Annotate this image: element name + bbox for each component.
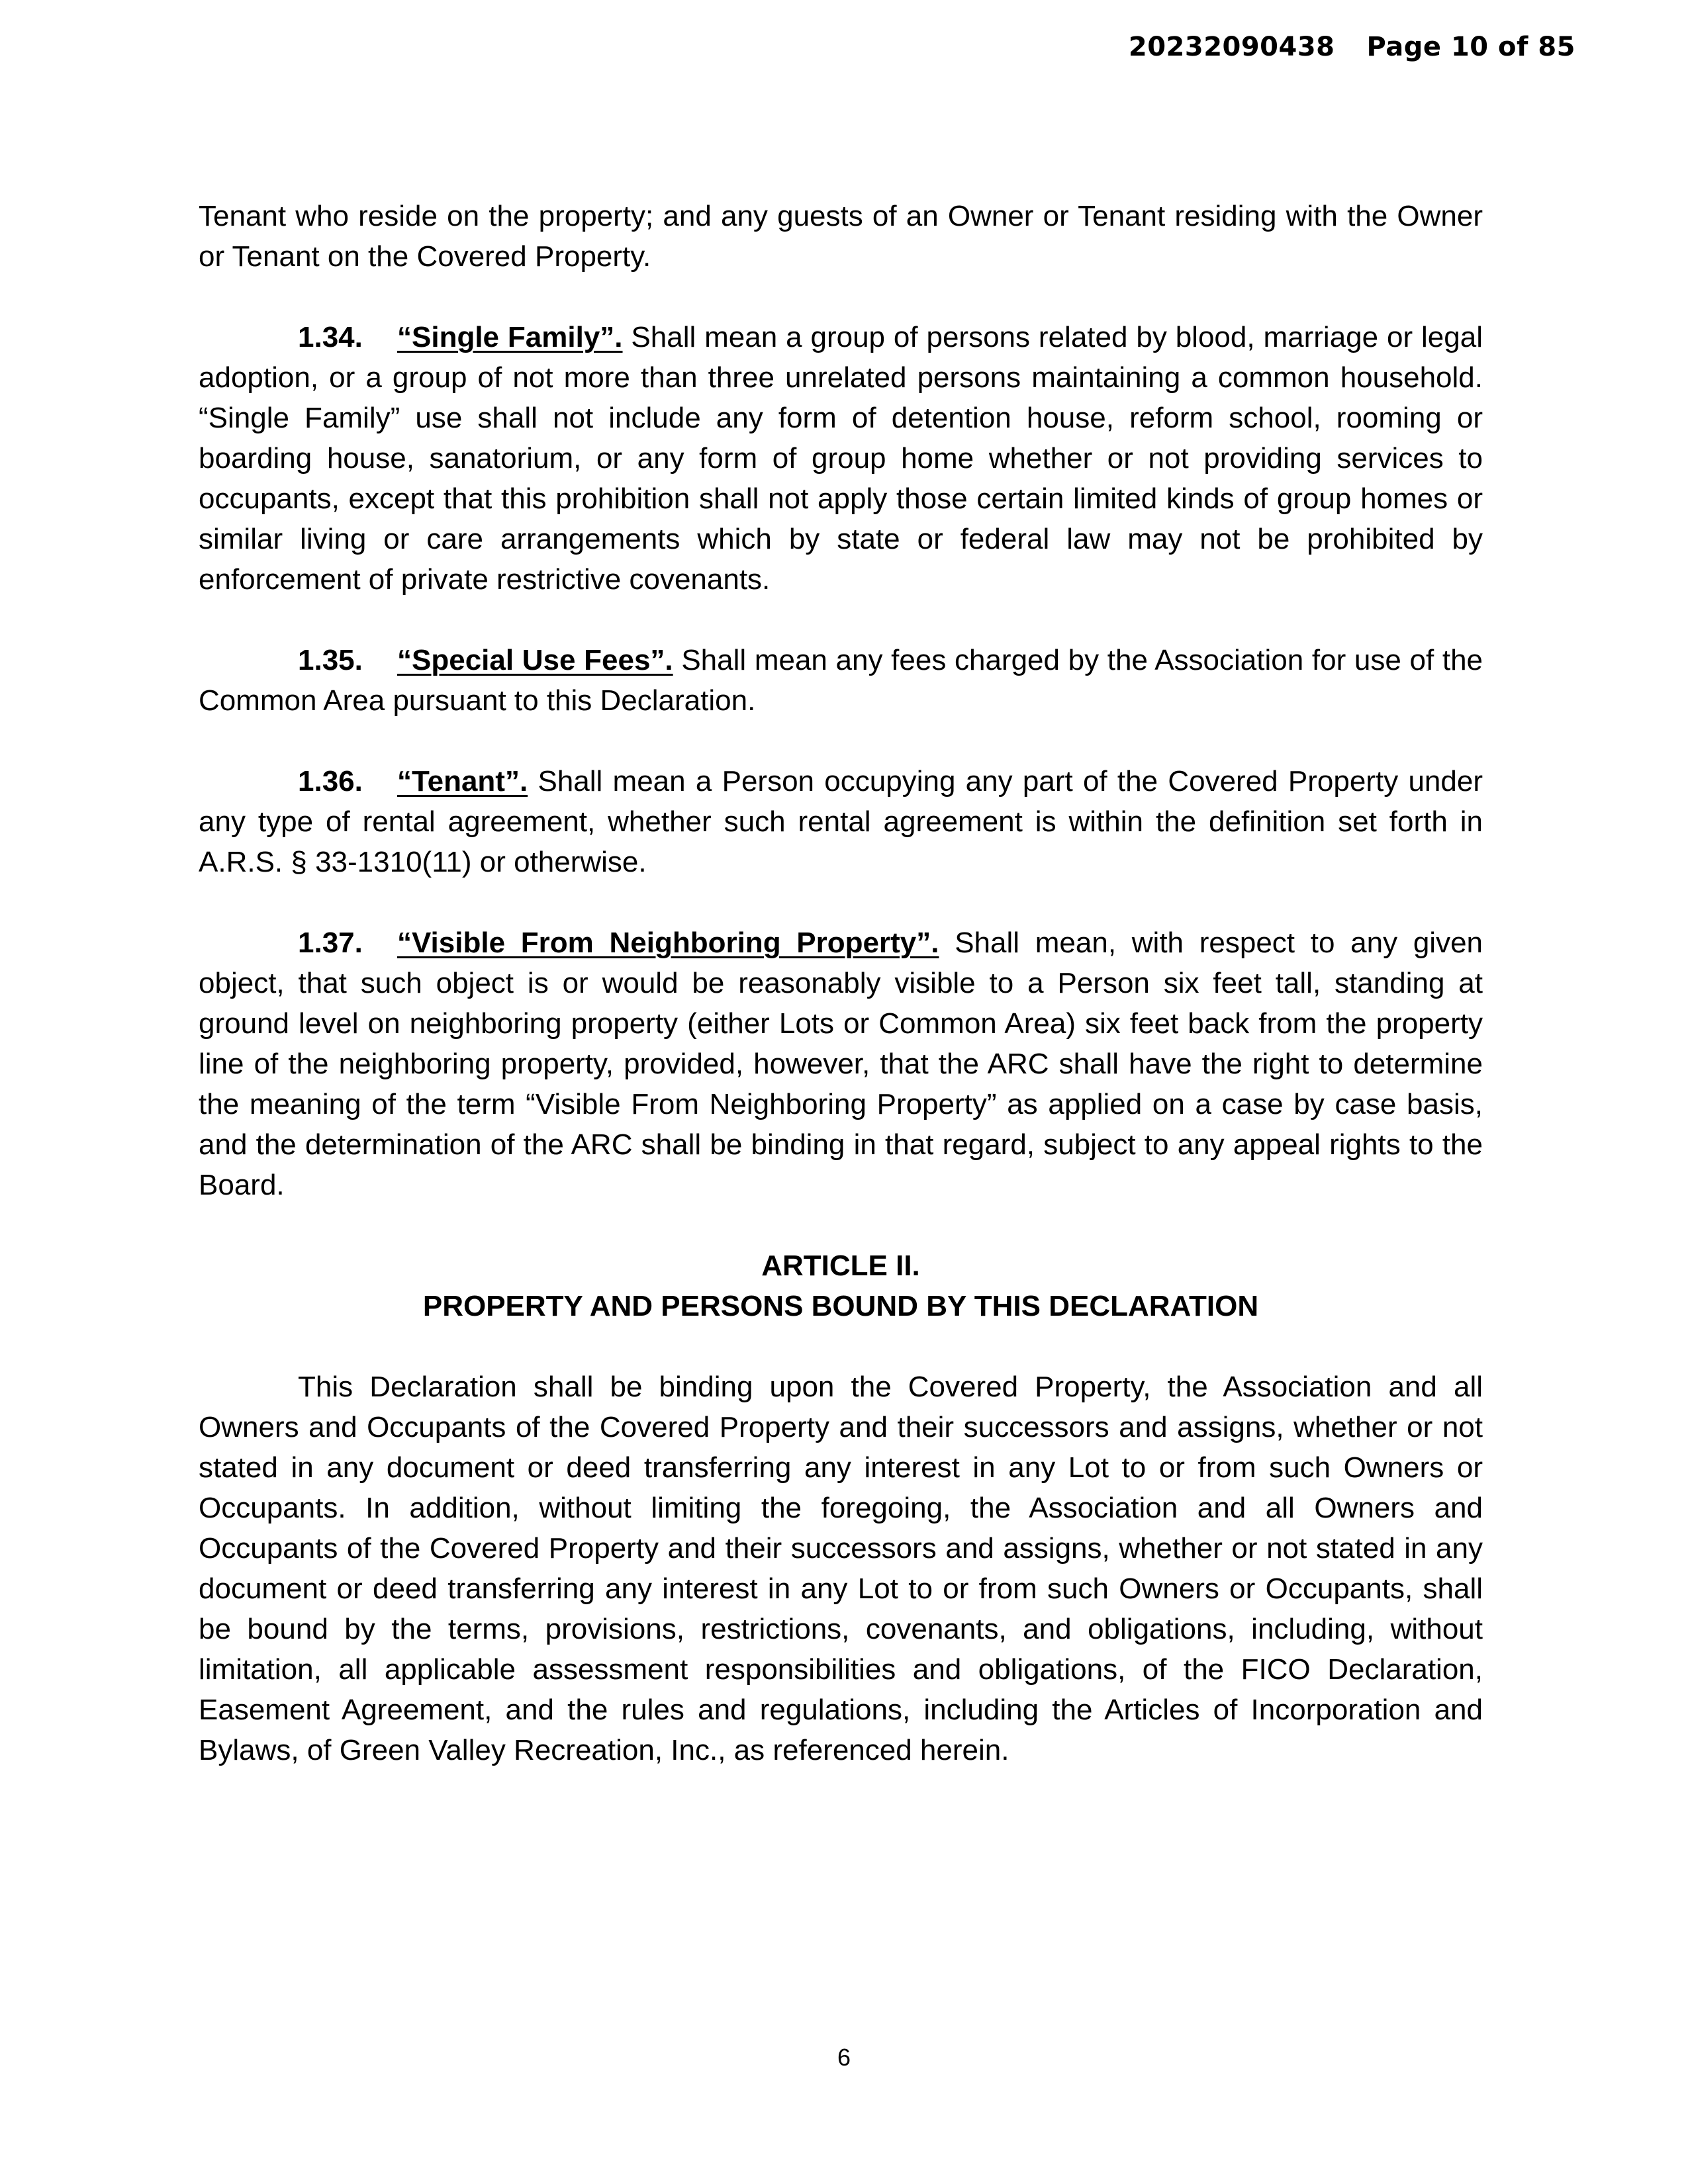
article-number: ARTICLE II. [761, 1250, 920, 1282]
continuation-paragraph: Tenant who reside on the property; and any guests of an Owner or Tenant residing with the Owner or Tenant on the Covered Property. [199, 200, 1483, 273]
section-number: 1.34. [298, 321, 363, 353]
page-indicator: Page 10 of 85 [1366, 32, 1575, 62]
defined-term: “Visible From Neighboring Property”. [397, 927, 939, 959]
section-1-37 [199, 923, 1483, 1205]
defined-term: “Single Family”. [397, 321, 623, 353]
section-1-36 [199, 761, 1483, 882]
page-number: 6 [837, 2044, 851, 2071]
defined-term: “Special Use Fees”. [397, 644, 673, 676]
section-number: 1.37. [298, 927, 363, 959]
recording-number: 20232090438 [1128, 32, 1335, 62]
section-text: Shall mean any fees charged by the Association for use of the Common Area pursuant to this Declaration. [199, 644, 1483, 717]
defined-term: “Tenant”. [397, 765, 528, 797]
recording-stamp [1129, 32, 1575, 62]
section-1-34 [199, 317, 1483, 600]
section-1-35 [199, 640, 1483, 721]
section-text: Shall mean a group of persons related by blood, marriage or legal adoption, or a group of not more than three unrelated persons maintaining a common household. “Single Family” use shall not include any form of detention house, reform school, rooming or boarding house, sanatorium, or any form of group home whether or not providing services to occupants, except that this prohibition shall not apply those certain limited kinds of group homes or similar living or care arrangements which by state or federal law may not be prohibited by enforcement of private restrictive covenants. [199, 321, 1483, 596]
section-number: 1.36. [298, 765, 363, 797]
section-text: Shall mean a Person occupying any part of the Covered Property under any type of rental agreement, whether such rental agreement is within the definition set forth in A.R.S. § 33-1310(11) or otherwise. [199, 765, 1483, 878]
article-title: PROPERTY AND PERSONS BOUND BY THIS DECLARATION [422, 1290, 1259, 1322]
document-body [199, 196, 1483, 1811]
article-heading [199, 1246, 1483, 1326]
article-paragraph: This Declaration shall be binding upon the Covered Property, the Association and all Owners and Occupants of the Covered Property and their successors and assigns, whether or not stated in any document or deed transferring any interest in any Lot to or from such Owners or Occupants. In addition, without limiting the foregoing, the Association and all Owners and Occupants of the Covered Property and their successors and assigns, whether or not stated in any document or deed transferring any interest in any Lot to or from such Owners or Occupants, shall be bound by the terms, provisions, restrictions, covenants, and obligations, including, without limitation, all applicable assessment responsibilities and obligations, of the FICO Declaration, Easement Agreement, and the rules and regulations, including the Articles of Incorporation and Bylaws, of Green Valley Recreation, Inc., as referenced herein. [199, 1371, 1483, 1766]
section-number: 1.35. [298, 644, 363, 676]
section-text: Shall mean, with respect to any given object, that such object is or would be reasonably visible to a Person six feet tall, standing at ground level on neighboring property (either Lots or Common Area) six feet back from the property line of the neighboring property, provided, however, that the ARC shall have the right to determine the meaning of the term “Visible From Neighboring Property” as applied on a case by case basis, and the determination of the ARC shall be binding in that regard, subject to any appeal rights to the Board. [199, 927, 1483, 1201]
